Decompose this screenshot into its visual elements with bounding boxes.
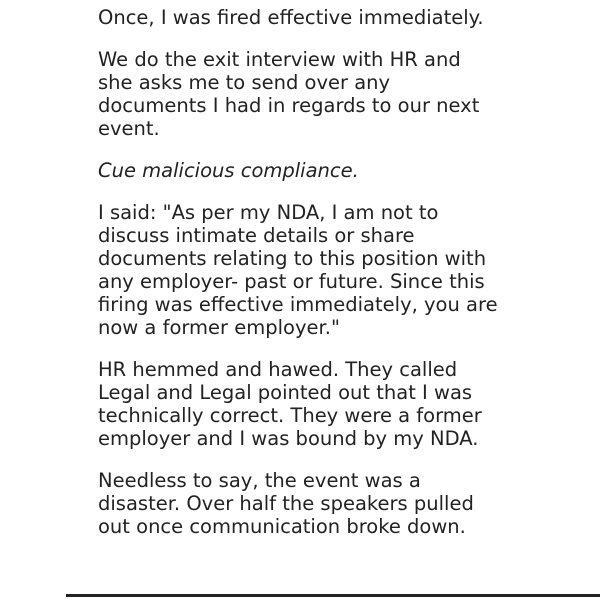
story-text [98,6,568,557]
paragraph-exit-interview: We do the exit interview with HR and she asks me to send over any documents I had in regards to our next event. [98,48,480,140]
paragraph-nda-quote: I said: "As per my NDA, I am not to discuss intimate details or share documents relating to this position with any employer- past or future. Since this firing was effective immediately, you are now a former employer." [98,201,498,339]
bottom-divider [66,594,600,597]
paragraph-fired: Once, I was fired effective immediately. [98,6,484,29]
paragraph-malicious-compliance: Cue malicious compliance. [98,159,359,182]
paragraph-event-disaster: Needless to say, the event was a disaster. Over half the speakers pulled out once communication broke down. [98,469,474,538]
paragraph-hr-legal: HR hemmed and hawed. They called Legal and Legal pointed out that I was technically correct. They were a former employer and I was bound by my NDA. [98,358,482,450]
